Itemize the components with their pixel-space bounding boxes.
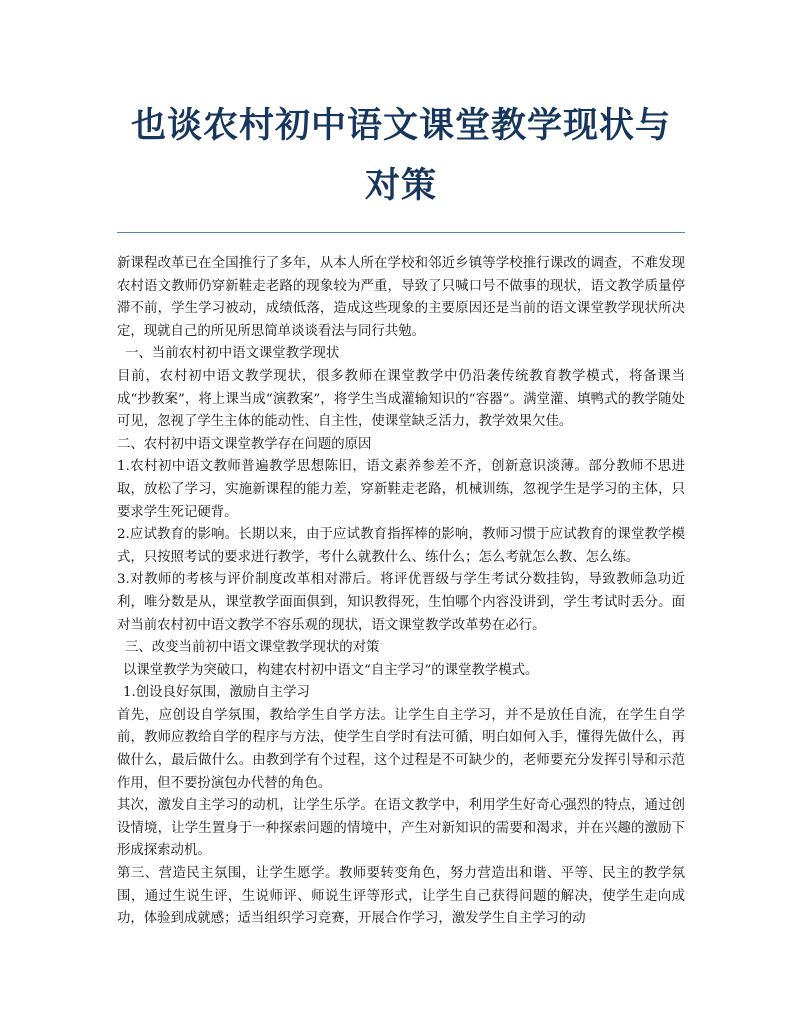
section-heading-3: 三、改变当前初中语文课堂教学现状的对策 [125, 640, 380, 656]
document-title: 也谈农村初中语文课堂教学现状与对策 [130, 106, 671, 206]
section-heading-1: 一、当前农村初中语文课堂教学现状 [125, 346, 340, 362]
subsection-heading: 1.创设良好氛围，激励自主学习 [123, 685, 310, 701]
body-paragraph: 第三、营造民主氛围，让学生愿学。教师要转变角色，努力营造出和谐、平等、民主的教学氛围，通过生说生评，生说师评、师说生评等形式，让学生自己获得问题的解决，使学生走向成功，体验到成就感；适当组织学习竞赛，开展合作学习，激发学生自主学习的动 [117, 866, 685, 927]
title-divider [117, 232, 685, 233]
intro-paragraph: 新课程改革已在全国推行了多年，从本人所在学校和邻近乡镇等学校推行课改的调查，不难发现农村语文教师仍穿新鞋走老路的现象较为严重，导致了只喊口号不做事的现状，语文教学质量停滞不前，学生学习被动，成绩低落，造成这些现象的主要原因还是当前的语文课堂教学现状所决定，现就自己的所见所思简单谈谈看法与同行共勉。 [117, 256, 685, 339]
body-paragraph: 2.应试教育的影响。长期以来，由于应试教育指挥棒的影响，教师习惯于应试教育的课堂教学模式，只按照考试的要求进行教学，考什么就教什么、练什么；怎么考就怎么教、怎么练。 [117, 527, 685, 565]
document-page [117, 96, 685, 931]
body-paragraph: 3.对教师的考核与评价制度改革相对滞后。将评优晋级与学生考试分数挂钩，导致教师急功近利，唯分数是从，课堂教学面面俱到，知识教得死，生怕哪个内容没讲到，学生考试时丢分。面对当前农村初中语文教学不容乐观的现状，语文课堂教学改革势在必行。 [117, 572, 685, 633]
body-paragraph: 目前，农村初中语文教学现状，很多教师在课堂教学中仍沿袭传统教育教学模式，将备课当成“抄教案”，将上课当成“演教案”，将学生当成灌输知识的“容器”。满堂灌、填鸭式的教学随处可见，忽视了学生主体的能动性、自主性，使课堂缺乏活力，教学效果欠佳。 [117, 368, 685, 430]
body-paragraph: 以课堂教学为突破口，构建农村初中语文“自主学习”的课堂教学模式。 [123, 662, 539, 678]
body-paragraph: 1.农村初中语文教师普遍教学思想陈旧，语文素养参差不齐，创新意识淡薄。部分教师不思进取，放松了学习，实施新课程的能力差，穿新鞋走老路，机械训练，忽视学生是学习的主体，只要求学生死记硬背。 [117, 459, 685, 520]
body-paragraph: 首先，应创设自学氛围，教给学生自学方法。让学生自主学习，并不是放任自流，在学生自学前，教师应教给自学的程序与方法，使学生自学时有法可循，明白如何入手，懂得先做什么，再做什么，最后做什么。由教到学有个过程，这个过程是不可缺少的，老师要充分发挥引导和示范作用，但不要扮演包办代替的角色。 [117, 707, 685, 791]
document-body [117, 253, 685, 931]
section-heading-2: 二、农村初中语文课堂教学存在问题的原因 [117, 436, 372, 452]
body-paragraph: 其次，激发自主学习的动机，让学生乐学。在语文教学中，利用学生好奇心强烈的特点，通过创设情境，让学生置身于一种探索问题的情境中，产生对新知识的需要和渴求，并在兴趣的激励下形成探索动机。 [117, 798, 685, 859]
